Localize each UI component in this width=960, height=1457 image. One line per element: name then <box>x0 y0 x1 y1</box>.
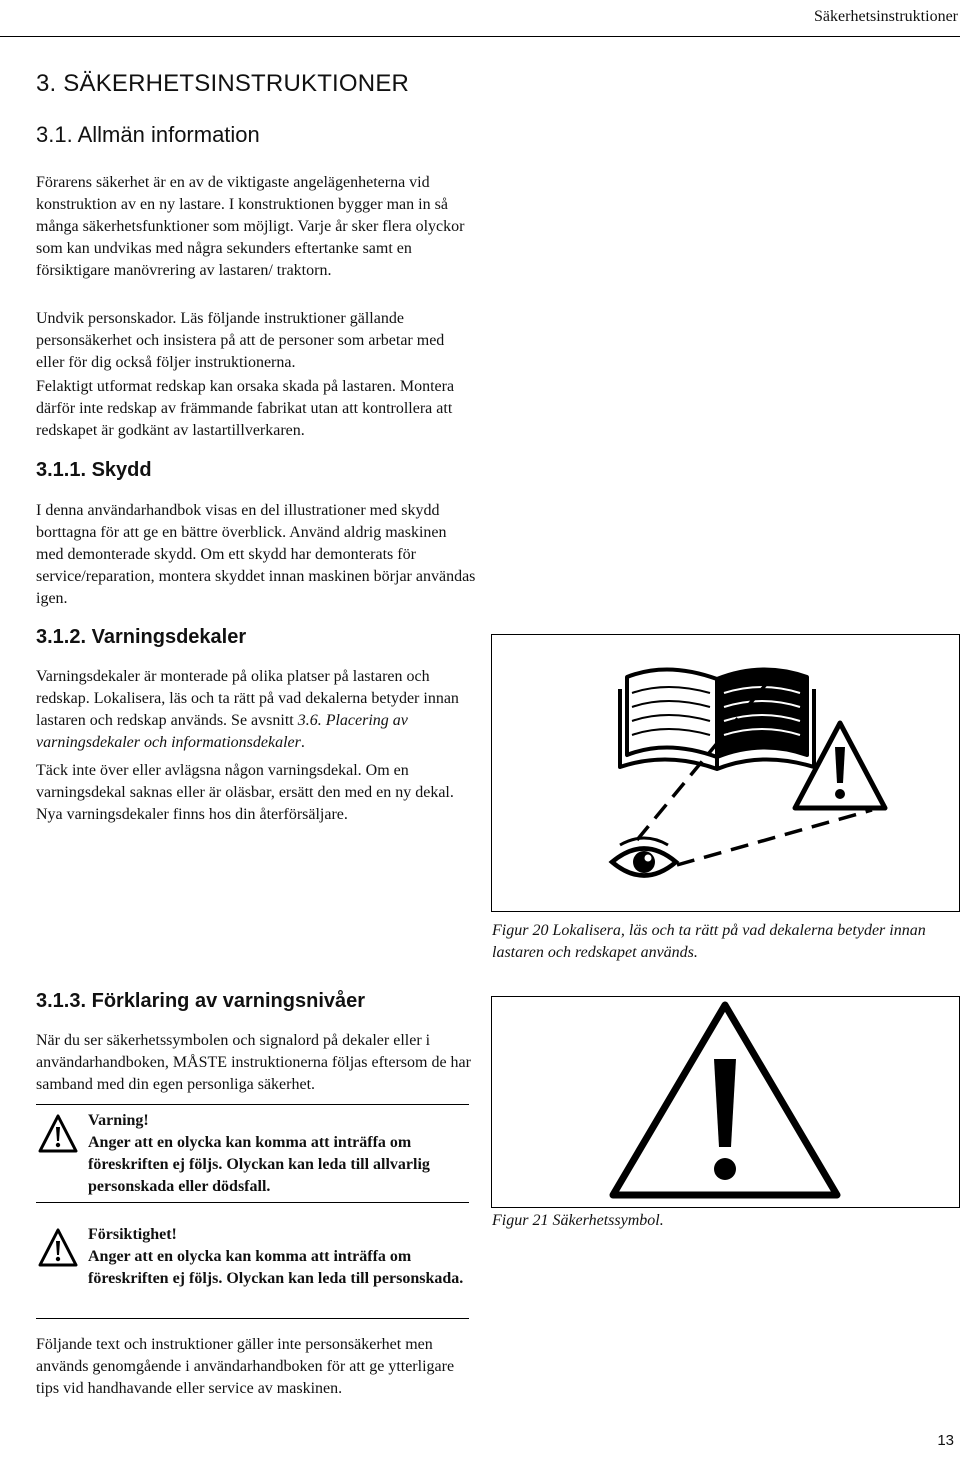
dekaler-paragraph-1: Varningsdekaler är monterade på olika platser på lastaren och redskap. Lokalisera, läs och ta rätt på vad dekalerna betyder innan lastaren och redskap används. Se avsnitt 3.6. Placering av varningsdekaler och informationsdekaler. <box>36 668 459 751</box>
subsection-title: 3.1. Allmän information <box>36 122 260 147</box>
caution-label: Försiktighet! <box>88 1226 177 1243</box>
caution-text: Anger att en olycka kan komma att inträffa om föreskriften ej följs. Olyckan kan leda till personskada. <box>88 1248 464 1287</box>
nivaer-paragraph: När du ser säkerhetssymbolen och signalord på dekaler eller i användarhandboken, MÅSTE instruktionerna följas eftersom de har samband med din egen personliga säkerhet. <box>36 1032 471 1093</box>
warning-block-1 <box>88 1110 468 1198</box>
section-reference: 3.6. Placering av varningsdekaler och informationsdekaler <box>36 712 408 751</box>
dekaler-heading: 3.1.2. Varningsdekaler <box>36 626 247 648</box>
warning-rule-middle <box>36 1202 469 1203</box>
figure-21-caption: Figur 21 Säkerhetssymbol. <box>492 1212 664 1229</box>
warning-label: Varning! <box>88 1112 149 1129</box>
general-paragraph-1: Förarens säkerhet är en av de viktigaste angelägenheterna vid konstruktion av en ny lastare. I konstruktionen bygger man in så många säkerhetsfunktioner som möjligt. Varje år sker flera olyckor som kan undvikas med några sekunders eftertanke samt en försiktigare manövrering av lastaren/ traktorn. <box>36 174 465 279</box>
safety-symbol-icon <box>492 997 958 1206</box>
figure-20-caption: Figur 20 Lokalisera, läs och ta rätt på vad dekalerna betyder innan lastaren och redskapet används. <box>492 922 926 961</box>
section-title: 3. SÄKERHETSINSTRUKTIONER <box>36 70 410 97</box>
warning-triangle-icon <box>38 1114 78 1154</box>
skydd-paragraph: I denna användarhandbok visas en del illustrationer med skydd borttagna för att ge en bättre överblick. Använd aldrig maskinen med demonterade skydd. Om ett skydd har demonterats för service/reparation, montera skyddet innan maskinen börjar användas igen. <box>36 502 476 607</box>
general-paragraph-3: Felaktigt utformat redskap kan orsaka skada på lastaren. Montera därför inte redskap av främmande fabrikat utan att kontrollera att redskapet är godkänt av lastartillverkaren. <box>36 378 455 439</box>
eye-icon <box>612 838 676 876</box>
general-paragraph-2: Undvik personskador. Läs följande instruktioner gällande personsäkerhet och insistera på att de personer som arbetar med eller för dig också följer instruktionerna. <box>36 310 445 371</box>
book-icon <box>620 669 814 769</box>
figure-20-illustration <box>492 635 958 910</box>
figure-20-frame <box>491 634 960 912</box>
caution-triangle-icon <box>38 1228 78 1268</box>
running-header-title: Säkerhetsinstruktioner <box>814 8 958 25</box>
skydd-heading: 3.1.1. Skydd <box>36 459 152 481</box>
nivaer-heading: 3.1.3. Förklaring av varningsnivåer <box>36 990 366 1012</box>
warning-rule-top <box>36 1104 469 1105</box>
footer-paragraph: Följande text och instruktioner gäller inte personsäkerhet men används genomgående i användarhandboken för att ge ytterligare tips vid handhavande eller service av maskinen. <box>36 1336 455 1397</box>
warning-block-2 <box>88 1224 468 1290</box>
figure-21-frame <box>491 996 960 1208</box>
warning-rule-bottom <box>36 1318 469 1319</box>
header-rule <box>0 36 960 37</box>
warning-text: Anger att en olycka kan komma att inträffa om föreskriften ej följs. Olyckan kan leda till allvarlig personskada eller dödsfall. <box>88 1134 430 1195</box>
page-number: 13 <box>937 1432 954 1449</box>
dekaler-paragraph-2: Täck inte över eller avlägsna någon varningsdekal. Om en varningsdekal saknas eller är oläsbar, ersätt den med en ny dekal. Nya varningsdekaler finns hos din återförsäljare. <box>36 762 454 823</box>
